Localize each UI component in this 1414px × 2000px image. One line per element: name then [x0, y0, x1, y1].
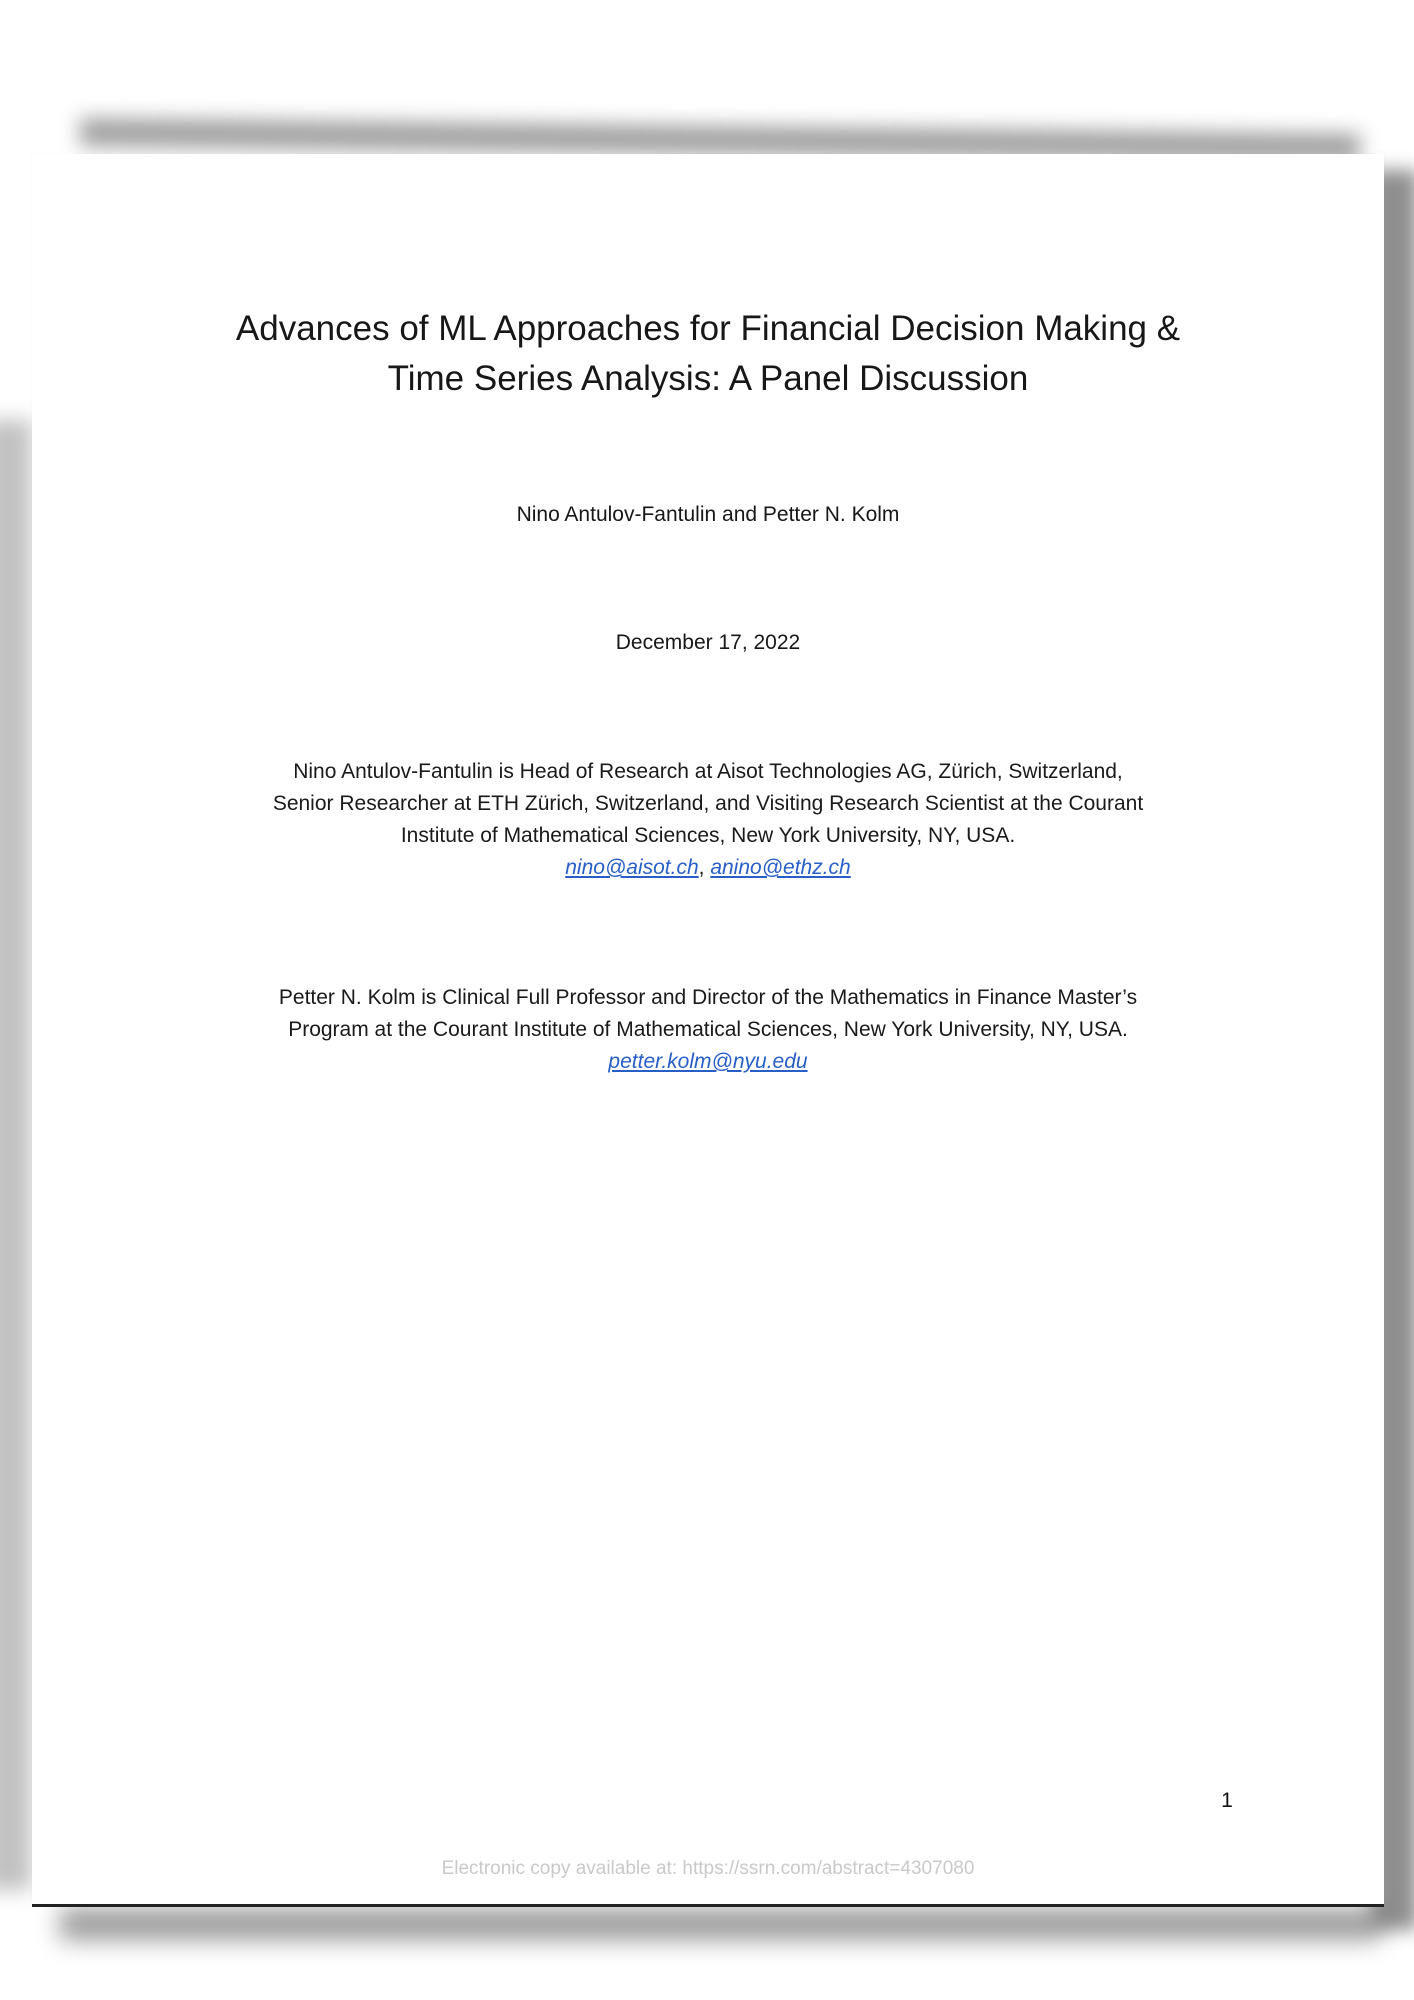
publication-date: December 17, 2022: [615, 631, 801, 654]
email-link-nino-aisot[interactable]: nino@aisot.ch: [565, 856, 699, 879]
affiliation-1-line-3: Institute of Mathematical Sciences, New York University, NY, USA.: [400, 824, 1016, 847]
email-link-anino-ethz[interactable]: anino@ethz.ch: [710, 856, 851, 879]
author-line: Nino Antulov-Fantulin and Petter N. Kolm: [516, 503, 900, 526]
second-author-affiliation: [32, 982, 1384, 1078]
title-line-2: Time Series Analysis: A Panel Discussion: [387, 359, 1029, 398]
page-number: 1: [1221, 1789, 1233, 1812]
affiliation-1-line-2: Senior Researcher at ETH Zürich, Switzerland, and Visiting Research Scientist at the Courant: [272, 792, 1144, 815]
paper-title: [32, 304, 1384, 404]
ssrn-footer-note: Electronic copy available at: https://ssrn.com/abstract=4307080: [441, 1858, 975, 1879]
affiliation-2-email-line: [32, 1046, 1384, 1078]
first-author-affiliation: [32, 756, 1384, 884]
email-separator: ,: [698, 856, 711, 879]
affiliation-1-email-line: [32, 852, 1384, 884]
title-line-1: Advances of ML Approaches for Financial Decision Making &: [235, 309, 1181, 348]
page-left-shadow: [0, 420, 32, 1890]
paper-page: [32, 154, 1384, 1906]
affiliation-1-line-1: Nino Antulov-Fantulin is Head of Research at Aisot Technologies AG, Zürich, Switzerland,: [293, 760, 1123, 783]
email-link-petter-nyu[interactable]: petter.kolm@nyu.edu: [608, 1050, 808, 1073]
page-bottom-shadow: [60, 1908, 1380, 1940]
affiliation-2-line-2: Program at the Courant Institute of Mathematical Sciences, New York University, NY, USA.: [288, 1018, 1128, 1041]
affiliation-2-line-1: Petter N. Kolm is Clinical Full Professor and Director of the Mathematics in Finance Master’s: [278, 986, 1138, 1009]
page-bottom-border: [32, 1904, 1384, 1907]
